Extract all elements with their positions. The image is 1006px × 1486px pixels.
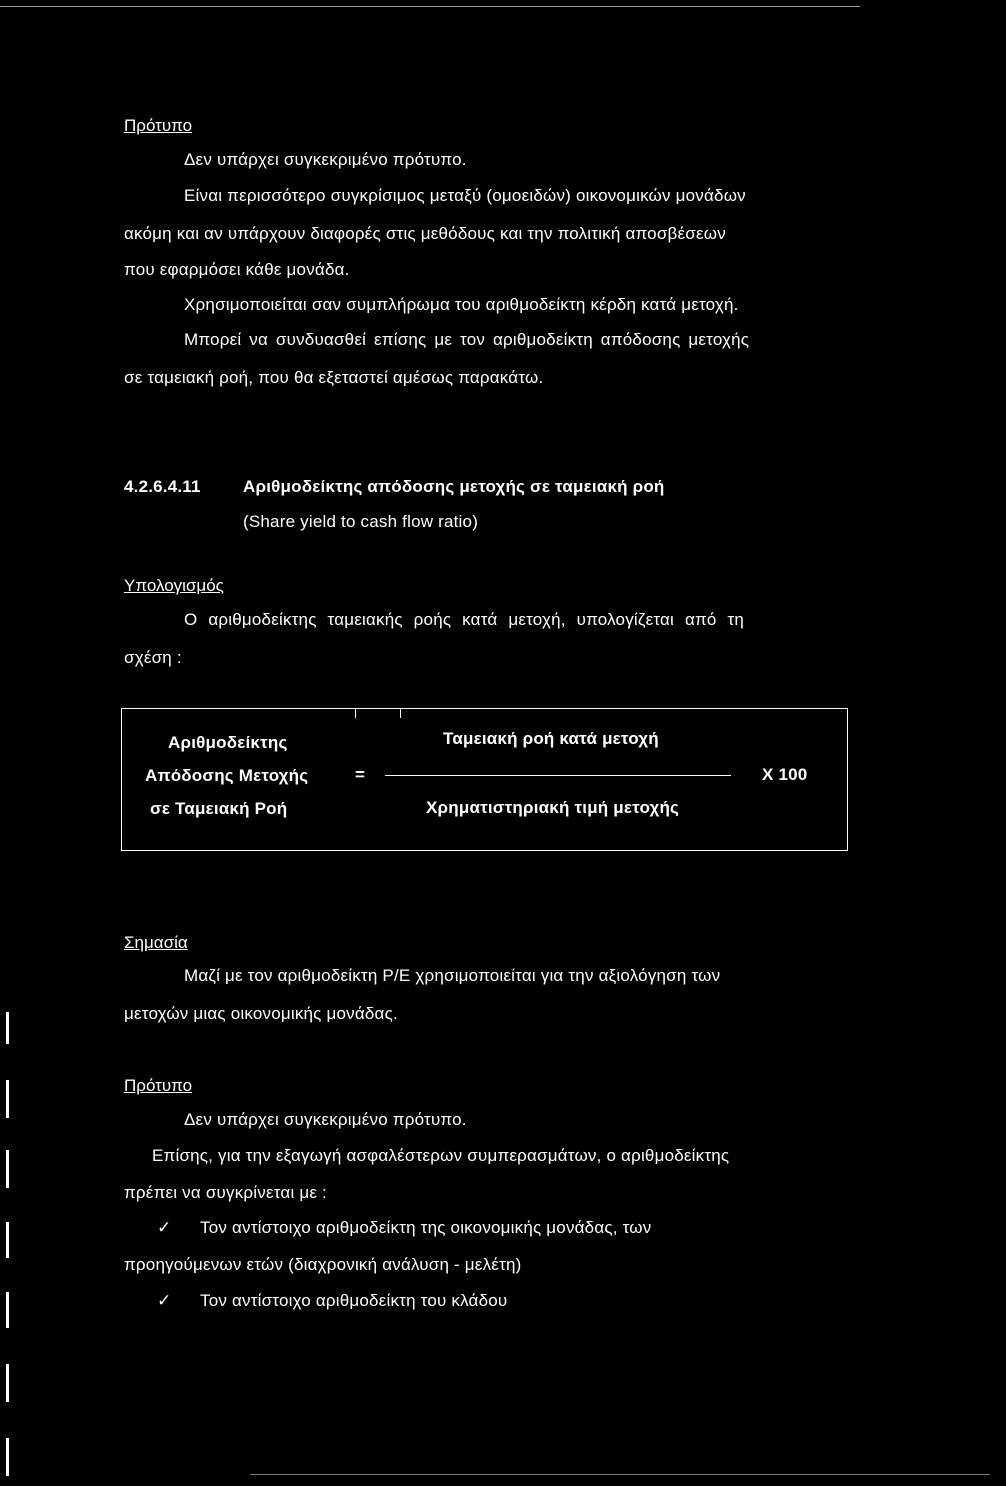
formula-numerator: Ταμειακή ροή κατά μετοχή xyxy=(443,729,659,748)
paragraph-line: Μαζί με τον αριθμοδείκτη P/E χρησιμοποιείται για την αξιολόγηση των xyxy=(184,966,721,985)
scan-mark xyxy=(6,1222,9,1258)
paragraph-line: Δεν υπάρχει συγκεκριμένο πρότυπο. xyxy=(184,150,467,169)
formula-left-line: σε Ταμειακή Ροή xyxy=(150,799,288,818)
scan-mark xyxy=(6,1292,9,1328)
fraction-bar xyxy=(385,775,731,776)
bullet-line: Τον αντίστοιχο αριθμοδείκτη της οικονομικής μονάδας, των xyxy=(200,1218,652,1237)
scan-mark xyxy=(6,1012,9,1044)
section-title: Αριθμοδείκτης απόδοσης μετοχής σε ταμειακή ροή xyxy=(243,477,665,496)
box-tick xyxy=(400,708,401,718)
section-heading-standard: Πρότυπο xyxy=(124,1076,193,1095)
formula-left-line: Απόδοσης Μετοχής xyxy=(145,766,309,785)
paragraph-line: σε ταμειακή ροή, που θα εξεταστεί αμέσως παρακάτω. xyxy=(124,368,544,387)
formula-multiplier: Χ 100 xyxy=(762,765,808,784)
formula-denominator: Χρηματιστηριακή τιμή μετοχής xyxy=(426,798,680,817)
calculation-heading: Υπολογισμός xyxy=(124,576,224,595)
bullet-line: προηγούμενων ετών (διαχρονική ανάλυση - μελέτη) xyxy=(124,1255,522,1274)
scan-mark xyxy=(6,1080,9,1118)
scan-mark xyxy=(6,1364,9,1402)
bullet-line: Τον αντίστοιχο αριθμοδείκτη του κλάδου xyxy=(200,1291,508,1310)
section-heading-standard: Πρότυπο xyxy=(124,116,193,135)
check-icon: ✓ xyxy=(157,1291,172,1310)
paragraph-line: σχέση : xyxy=(124,648,182,667)
paragraph-line: Δεν υπάρχει συγκεκριμένο πρότυπο. xyxy=(184,1110,467,1129)
paragraph-line: που εφαρμόσει κάθε μονάδα. xyxy=(124,260,350,279)
box-tick xyxy=(355,708,356,718)
top-rule xyxy=(0,6,860,7)
section-number: 4.2.6.4.11 xyxy=(124,477,201,496)
paragraph-line: Επίσης, για την εξαγωγή ασφαλέστερων συμπερασμάτων, ο αριθμοδείκτης xyxy=(152,1146,730,1165)
paragraph-line: πρέπει να συγκρίνεται με : xyxy=(124,1183,327,1202)
paragraph-line: Ο αριθμοδείκτης ταμειακής ροής κατά μετοχή, υπολογίζεται από τη xyxy=(184,610,745,629)
significance-heading: Σημασία xyxy=(124,933,188,952)
check-icon: ✓ xyxy=(157,1218,172,1237)
paragraph-line: μετοχών μιας οικονομικής μονάδας. xyxy=(124,1004,398,1023)
paragraph-line: Μπορεί να συνδυασθεί επίσης με τον αριθμοδείκτη απόδοσης μετοχής xyxy=(184,330,750,349)
paragraph-line: ακόμη και αν υπάρχουν διαφορές στις μεθόδους και την πολιτική αποσβέσεων xyxy=(124,224,726,243)
formula-left-line: Αριθμοδείκτης xyxy=(168,733,288,752)
formula-equals: = xyxy=(355,765,366,784)
paragraph-line: Χρησιμοποιείται σαν συμπλήρωμα του αριθμοδείκτη κέρδη κατά μετοχή. xyxy=(184,295,739,314)
paragraph-line: Είναι περισσότερο συγκρίσιμος μεταξύ (ομοειδών) οικονομικών μονάδων xyxy=(184,186,746,205)
scan-mark xyxy=(6,1438,9,1476)
section-subtitle: (Share yield to cash flow ratio) xyxy=(243,512,479,531)
scan-mark xyxy=(6,1150,9,1188)
bottom-rule xyxy=(250,1474,990,1475)
